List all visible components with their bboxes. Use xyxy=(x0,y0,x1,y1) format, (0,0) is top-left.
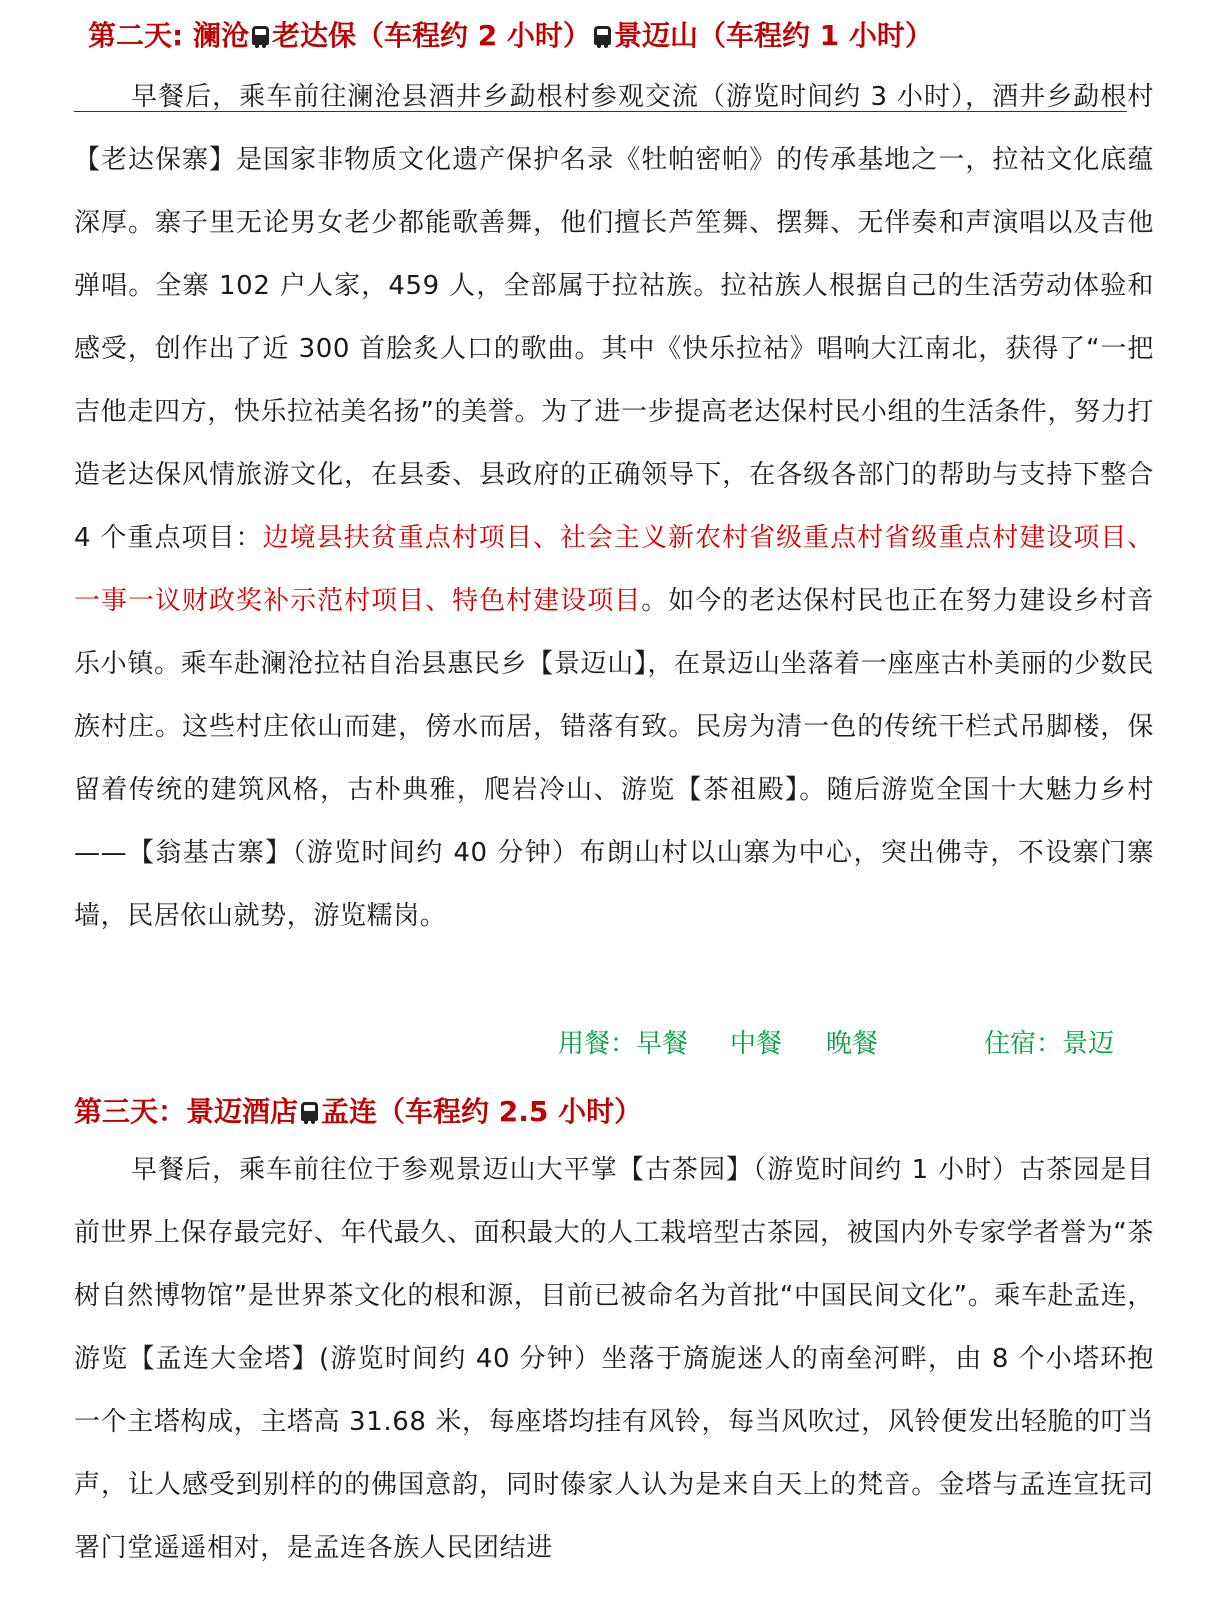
day2-heading: 第二天: 澜沧 老达保（车程约 2 小时） 景迈山（车程约 1 小时） xyxy=(88,19,933,52)
day3-heading: 第三天：景迈酒店 孟连（车程约 2.5 小时） xyxy=(74,1095,643,1128)
bus-icon xyxy=(594,26,611,45)
highlight-projects: 边境县扶贫重点村项目、社会主义新农村省级重点村省级重点村建设项目、一事一议财政奖补示范村项目、特色村建设项目 xyxy=(74,523,1154,616)
meals-line xyxy=(74,1023,1127,1063)
day2-paragraph: 早餐后，乘车前往澜沧县酒井乡勐根村参观交流（游览时间约 3 小时），酒井乡勐根村【老达保寨】是国家非物质文化遗产保护名录《牡帕密帕》的传承基地之一，拉祜文化底蕴深厚。寨子里无论男女老少都能歌善舞，他们擅长芦笙舞、摆舞、无伴奏和声演唱以及吉他弹唱。全寨 102 户人家，459 人，全部属于拉祜族。拉祜族人根据自己的生活劳动体验和感受，创作出了近 300 首脍炙人口的歌曲。其中《快乐拉祜》唱响大江南北，获得了“一把吉他走四方，快乐拉祜美名扬”的美誉。为了进一步提高老达保村民小组的生活条件，努力打造老达保风情旅游文化，在县委、县政府的正确领导下，在各级各部门的帮助与支持下整合 4 个重点项目：边境县扶贫重点村项目、社会主义新农村省级重点村省级重点村建设项目、一事一议财政奖补示范村项目、特色村建设项目。如今的老达保村民也正在努力建设乡村音乐小镇。乘车赴澜沧拉祜自治县惠民乡【景迈山】，在景迈山坐落着一座座古朴美丽的少数民族村庄。这些村庄依山而建，傍水而居，错落有致。民房为清一色的传统干栏式吊脚楼，保留着传统的建筑风格，古朴典雅，爬岩冷山、游览【茶祖殿】。随后游览全国十大魅力乡村——【翁基古寨】（游览时间约 40 分钟）布朗山村以山寨为中心，突出佛寺，不设寨门寨墙，民居依山就势，游览糯岗。 xyxy=(74,82,1154,931)
meals-breakfast: 用餐：早餐 xyxy=(558,1029,689,1059)
meals-lunch: 中餐 xyxy=(730,1029,783,1059)
bus-icon xyxy=(301,1102,318,1121)
meals-dinner: 晚餐 xyxy=(826,1029,879,1059)
day3-paragraph: 早餐后，乘车前往位于参观景迈山大平掌【古茶园】（游览时间约 1 小时）古茶园是目前世界上保存最完好、年代最久、面积最大的人工栽培型古茶园，被国内外专家学者誉为“茶树自然博物馆”是世界茶文化的根和源，目前已被命名为首批“中国民间文化”。乘车赴孟连，游览【孟连大金塔】(游览时间约 40 分钟）坐落于旖旎迷人的南垒河畔，由 8 个小塔环抱一个主塔构成，主塔高 31.68 米，每座塔均挂有风铃，每当风吹过，风铃便发出轻脆的叮当声，让人感受到别样的的佛国意韵，同时傣家人认为是来自天上的梵音。金塔与孟连宣抚司署门堂遥遥相对，是孟连各族人民团结进 xyxy=(74,1155,1154,1563)
accommodation: 住宿：景迈 xyxy=(984,1029,1115,1059)
bus-icon xyxy=(252,26,269,45)
